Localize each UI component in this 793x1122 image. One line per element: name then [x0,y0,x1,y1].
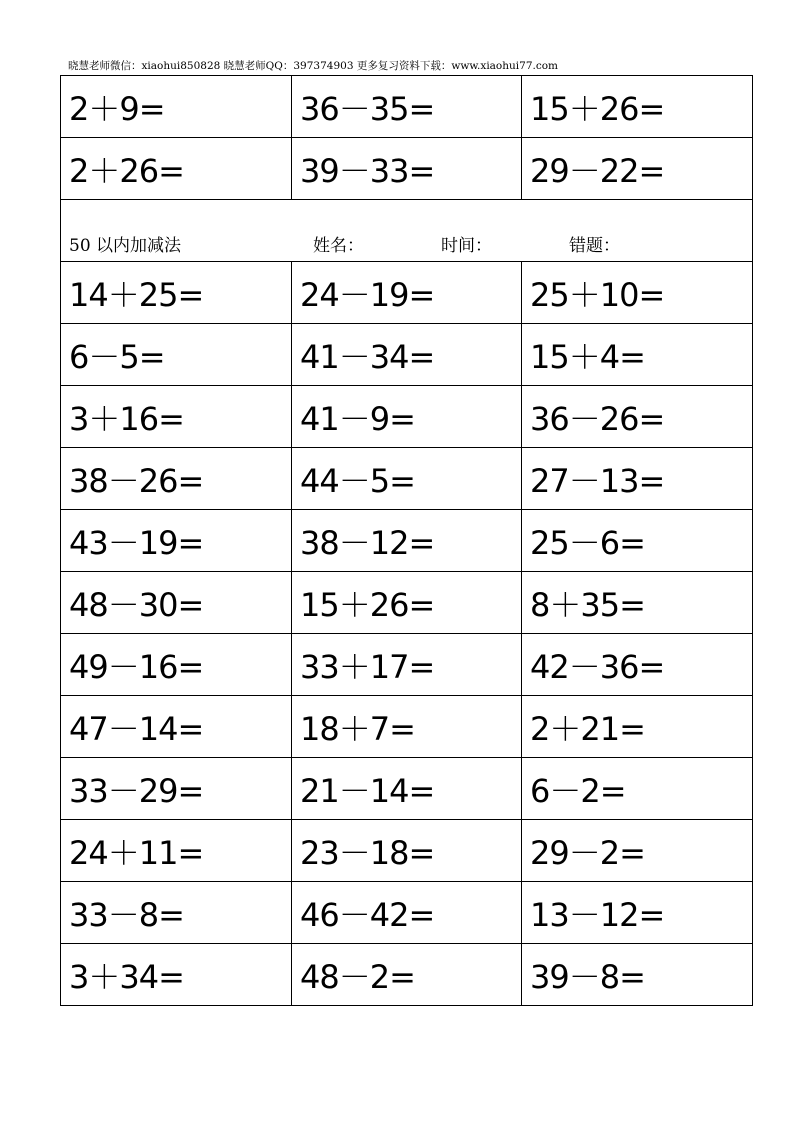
problem-cell: 33－8= [61,882,292,944]
problem-cell: 15＋26= [522,76,753,138]
problem-cell: 14＋25= [61,262,292,324]
problem-cell: 25＋10= [522,262,753,324]
problem-cell: 2＋26= [61,138,292,200]
problem-cell: 25－6= [522,510,753,572]
problem-cell: 24－19= [292,262,522,324]
problem-cell: 33－29= [61,758,292,820]
time-label: 时间： [441,236,492,256]
problem-cell: 49－16= [61,634,292,696]
name-label: 姓名： [313,236,364,256]
problem-row [61,696,753,758]
problem-cell: 36－35= [292,76,522,138]
problem-row [61,820,753,882]
problem-cell: 13－12= [522,882,753,944]
problem-cell: 18＋7= [292,696,522,758]
problem-row [61,572,753,634]
problem-cell: 3＋16= [61,386,292,448]
problem-row [61,324,753,386]
problem-cell: 47－14= [61,696,292,758]
problem-cell: 21－14= [292,758,522,820]
problem-row [61,386,753,448]
problem-cell: 46－42= [292,882,522,944]
problem-cell: 2＋9= [61,76,292,138]
problem-cell: 6－5= [61,324,292,386]
worksheet [60,75,752,1006]
problem-row [61,262,753,324]
title-row [61,200,753,262]
problem-cell: 15＋26= [292,572,522,634]
worksheet-title: 50 以内加减法 [69,236,182,256]
problem-cell: 29－22= [522,138,753,200]
problem-row [61,758,753,820]
problem-row [61,634,753,696]
problem-cell: 39－8= [522,944,753,1006]
problem-cell: 24＋11= [61,820,292,882]
problem-row [61,448,753,510]
problem-cell: 15＋4= [522,324,753,386]
problem-cell: 38－26= [61,448,292,510]
problem-cell: 44－5= [292,448,522,510]
problem-cell: 42－36= [522,634,753,696]
problem-row [61,944,753,1006]
problem-cell: 3＋34= [61,944,292,1006]
title-cell [61,200,753,262]
problem-grid [60,75,753,1006]
problem-cell: 39－33= [292,138,522,200]
problem-row [61,138,753,200]
problem-cell: 29－2= [522,820,753,882]
errors-label: 错题： [569,236,620,256]
page-header-text: 晓慧老师微信：xiaohui850828 晓慧老师QQ：397374903 更多复习资料下载：www.xiaohui77.com [68,60,558,72]
problem-cell: 43－19= [61,510,292,572]
problem-row [61,510,753,572]
problem-cell: 27－13= [522,448,753,510]
problem-row [61,882,753,944]
problem-cell: 2＋21= [522,696,753,758]
problem-cell: 38－12= [292,510,522,572]
problem-cell: 6－2= [522,758,753,820]
problem-cell: 41－9= [292,386,522,448]
problem-cell: 41－34= [292,324,522,386]
problem-cell: 48－30= [61,572,292,634]
problem-cell: 8＋35= [522,572,753,634]
problem-cell: 36－26= [522,386,753,448]
problem-cell: 23－18= [292,820,522,882]
problem-cell: 33＋17= [292,634,522,696]
problem-row [61,76,753,138]
problem-cell: 48－2= [292,944,522,1006]
